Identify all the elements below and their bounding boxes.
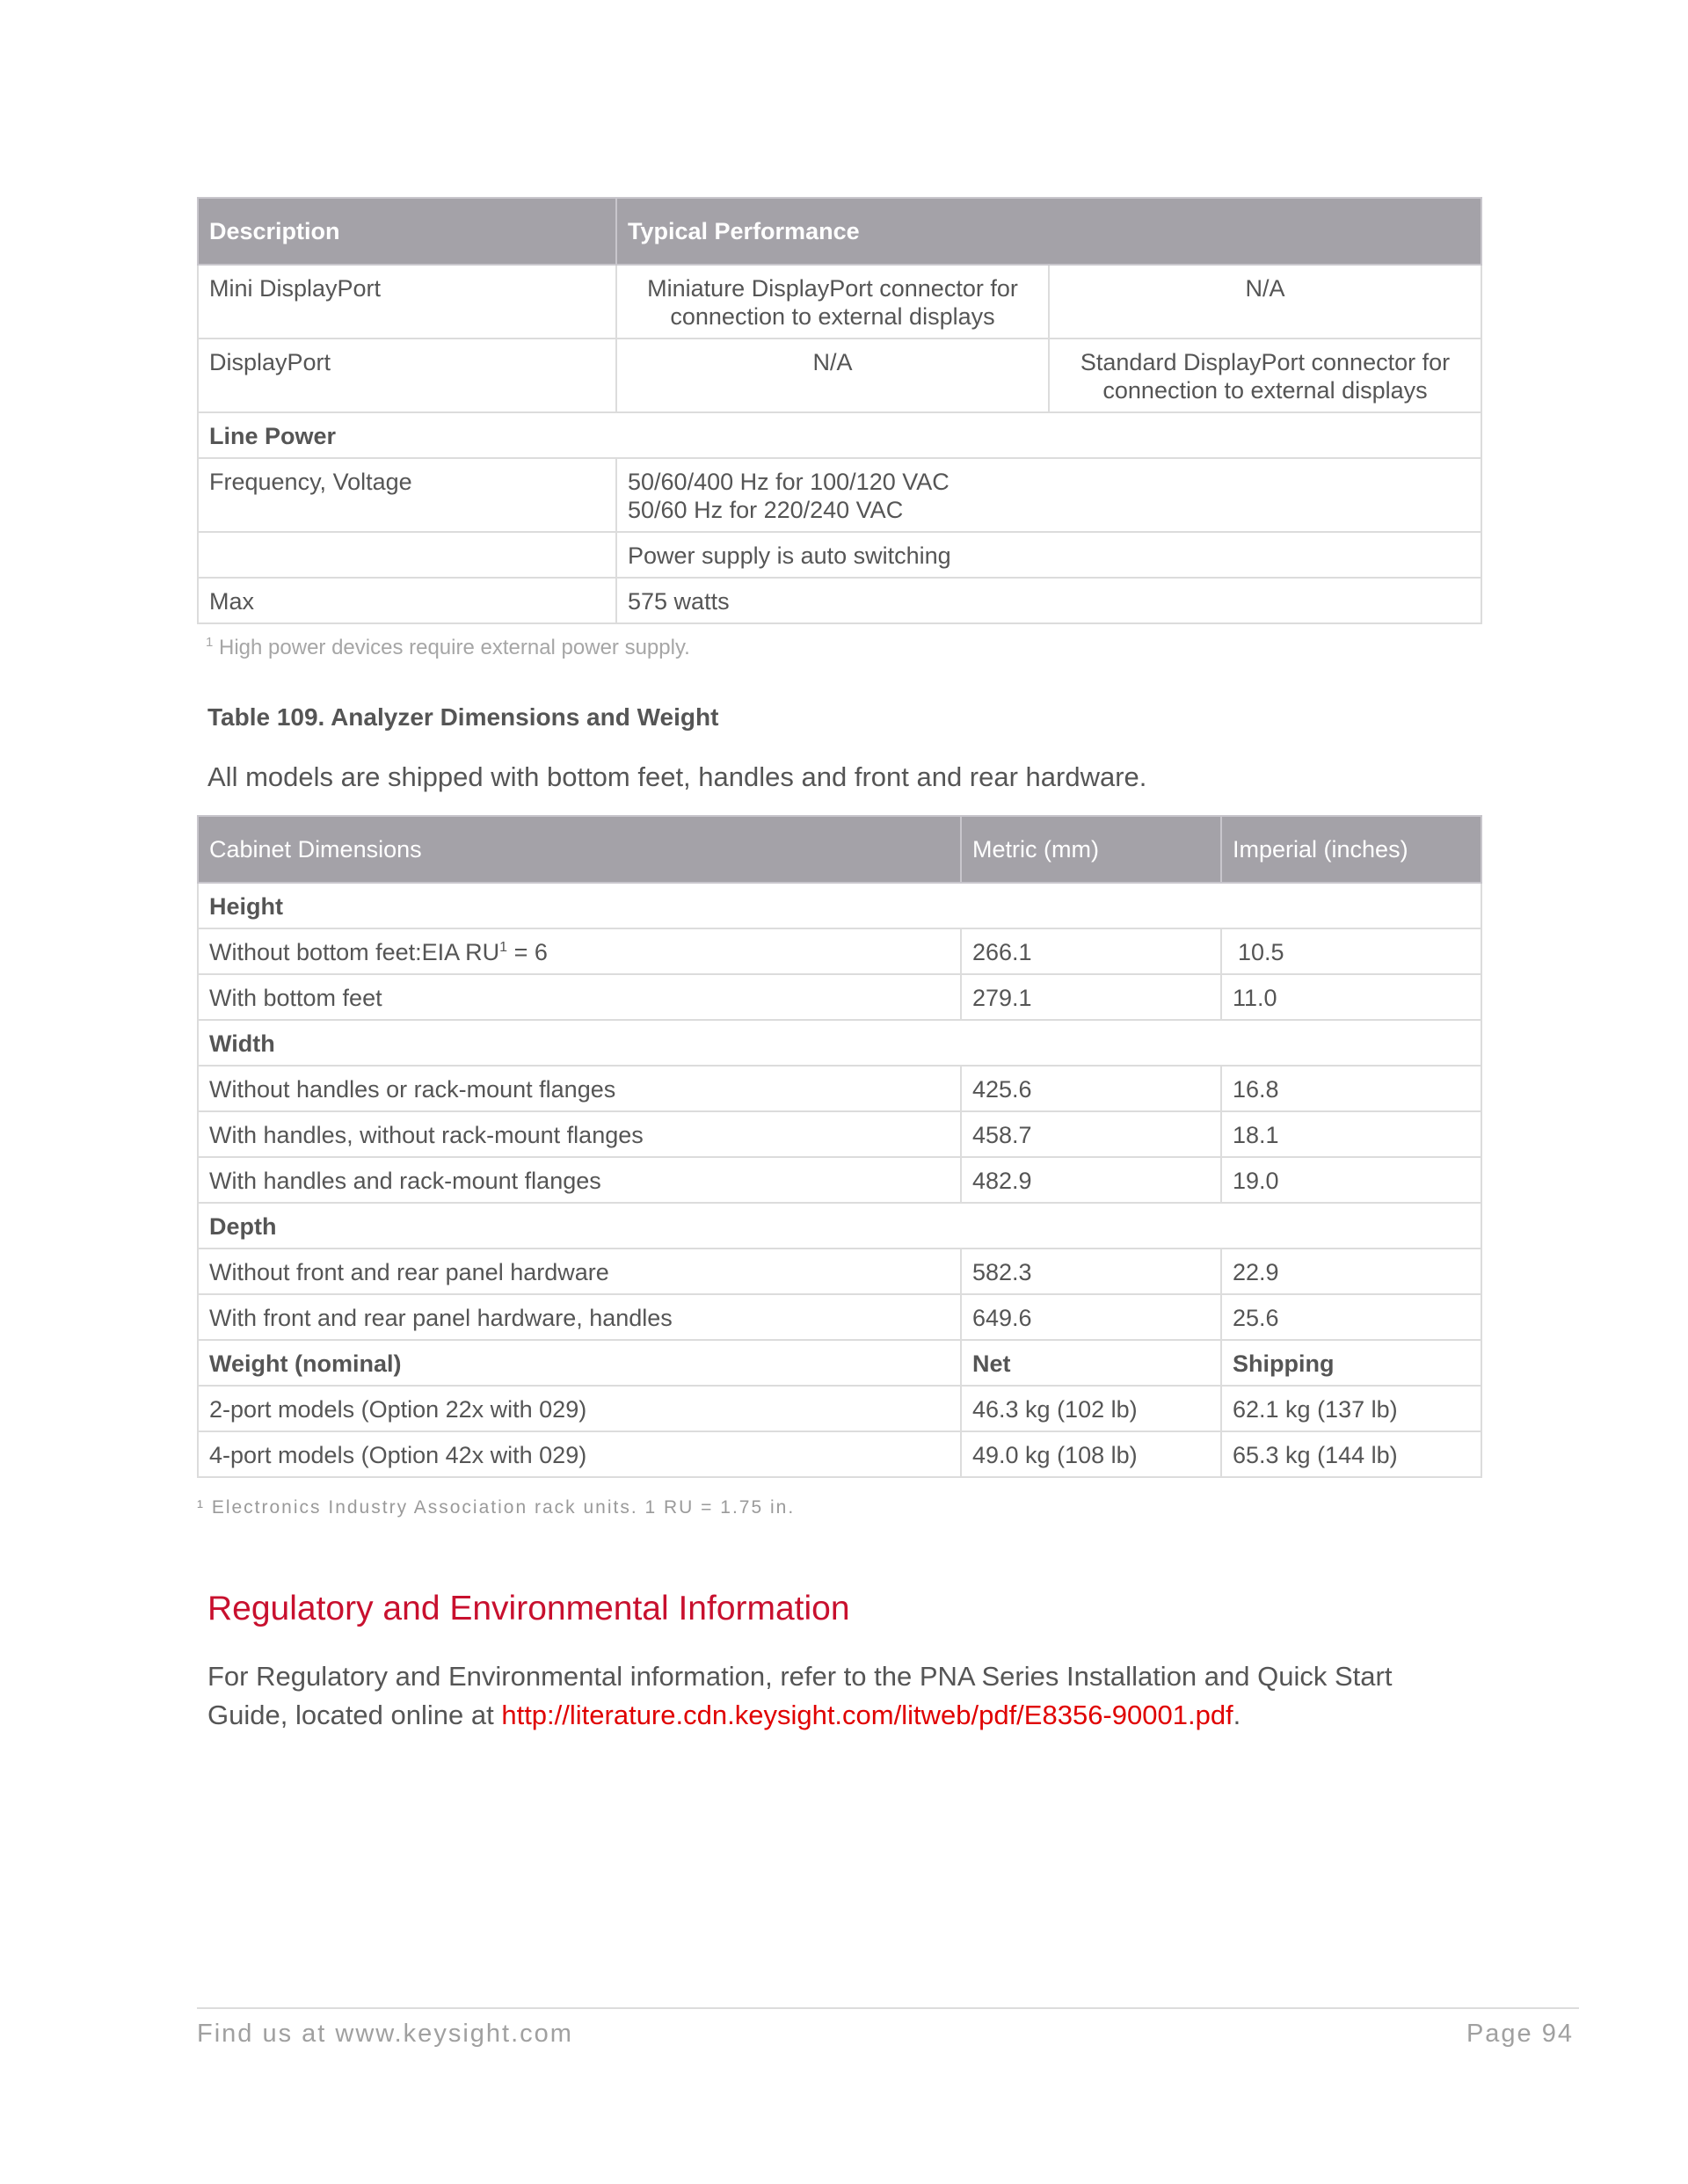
- line-power-table: [197, 197, 1482, 624]
- footer-website: Find us at www.keysight.com: [197, 2020, 573, 2048]
- row-label: Without front and rear panel hardware: [198, 1249, 961, 1294]
- table-row: [198, 974, 1481, 1020]
- row-label: 4-port models (Option 42x with 029): [198, 1431, 961, 1477]
- section-row: [198, 1340, 1481, 1386]
- imperial-value: 19.0: [1221, 1157, 1481, 1203]
- imperial-value: 11.0: [1221, 974, 1481, 1020]
- header-imperial: Imperial (inches): [1221, 816, 1481, 883]
- row-label: With front and rear panel hardware, handles: [198, 1294, 961, 1340]
- section-title: Width: [198, 1020, 1481, 1066]
- cell-value: Power supply is auto switching: [616, 532, 1481, 578]
- row-label: Frequency, Voltage: [198, 458, 616, 532]
- table-row: [198, 578, 1481, 623]
- section-title: Height: [198, 883, 1481, 928]
- cell-value: [616, 458, 1481, 532]
- header-metric: Metric (mm): [961, 816, 1221, 883]
- metric-value: 649.6: [961, 1294, 1221, 1340]
- row-label: Mini DisplayPort: [198, 265, 616, 339]
- header-typical-performance: Typical Performance: [616, 198, 1481, 265]
- table-intro: All models are shipped with bottom feet, handles and front and rear hardware.: [207, 761, 1147, 792]
- metric-value: 582.3: [961, 1249, 1221, 1294]
- table-row: [198, 265, 1481, 339]
- section-title: Weight (nominal): [198, 1340, 961, 1386]
- value-line: 50/60/400 Hz for 100/120 VAC: [628, 469, 950, 495]
- row-label: With bottom feet: [198, 974, 961, 1020]
- footnote-mark: 1: [499, 940, 508, 955]
- metric-value: 425.6: [961, 1066, 1221, 1111]
- row-label: [198, 928, 961, 974]
- shipping-header: Shipping: [1221, 1340, 1481, 1386]
- metric-value: 279.1: [961, 974, 1221, 1020]
- imperial-value: 25.6: [1221, 1294, 1481, 1340]
- section-heading: Regulatory and Environmental Information: [207, 1590, 850, 1627]
- section-row: [198, 1020, 1481, 1066]
- row-label: Without handles or rack-mount flanges: [198, 1066, 961, 1111]
- row-label: With handles and rack-mount flanges: [198, 1157, 961, 1203]
- footnote-mark: 1: [206, 635, 214, 650]
- dimensions-table: [197, 815, 1482, 1478]
- table-row: [198, 1386, 1481, 1431]
- table-row: [198, 1111, 1481, 1157]
- page-number: Page 94: [1466, 2020, 1574, 2048]
- net-header: Net: [961, 1340, 1221, 1386]
- imperial-value: 22.9: [1221, 1249, 1481, 1294]
- guide-link[interactable]: http://literature.cdn.keysight.com/litweb/pdf/E8356-90001.pdf: [501, 1700, 1233, 1730]
- section-title: Depth: [198, 1203, 1481, 1249]
- section-title: Line Power: [198, 412, 1481, 458]
- value-line: 50/60 Hz for 220/240 VAC: [628, 497, 904, 523]
- cell-value: N/A: [616, 339, 1049, 412]
- imperial-value: 10.5: [1221, 928, 1481, 974]
- label-suffix: = 6: [507, 939, 548, 965]
- table-row: [198, 458, 1481, 532]
- row-label: With handles, without rack-mount flanges: [198, 1111, 961, 1157]
- cell-value: Standard DisplayPort connector for connection to external displays: [1049, 339, 1481, 412]
- row-label: DisplayPort: [198, 339, 616, 412]
- table-row: [198, 532, 1481, 578]
- row-label: [198, 532, 616, 578]
- shipping-value: 65.3 kg (144 lb): [1221, 1431, 1481, 1477]
- row-label: Max: [198, 578, 616, 623]
- section-row: [198, 883, 1481, 928]
- metric-value: 266.1: [961, 928, 1221, 974]
- table-row: [198, 928, 1481, 974]
- table-row: [198, 1249, 1481, 1294]
- header-description: Description: [198, 198, 616, 265]
- section-row: [198, 1203, 1481, 1249]
- shipping-value: 62.1 kg (137 lb): [1221, 1386, 1481, 1431]
- cell-value: 575 watts: [616, 578, 1481, 623]
- paragraph-end: .: [1233, 1700, 1241, 1730]
- table-row: [198, 1294, 1481, 1340]
- table-row: [198, 1431, 1481, 1477]
- table-row: [198, 339, 1481, 412]
- cell-value: Miniature DisplayPort connector for connection to external displays: [616, 265, 1049, 339]
- cell-value: N/A: [1049, 265, 1481, 339]
- footnote-power: [206, 635, 690, 660]
- net-value: 49.0 kg (108 lb): [961, 1431, 1221, 1477]
- row-label: 2-port models (Option 22x with 029): [198, 1386, 961, 1431]
- net-value: 46.3 kg (102 lb): [961, 1386, 1221, 1431]
- metric-value: 482.9: [961, 1157, 1221, 1203]
- section-paragraph: [207, 1657, 1473, 1735]
- table-caption: Table 109. Analyzer Dimensions and Weight: [207, 703, 719, 731]
- footnote-text: High power devices require external power supply.: [219, 636, 690, 659]
- footnote-rack-units: ¹ Electronics Industry Association rack units. 1 RU = 1.75 in.: [197, 1497, 796, 1518]
- imperial-value: 18.1: [1221, 1111, 1481, 1157]
- table-row: [198, 1157, 1481, 1203]
- table-row: [198, 1066, 1481, 1111]
- section-row: [198, 412, 1481, 458]
- footer-divider: [197, 2007, 1579, 2009]
- imperial-value: 16.8: [1221, 1066, 1481, 1111]
- header-cabinet-dimensions: Cabinet Dimensions: [198, 816, 961, 883]
- metric-value: 458.7: [961, 1111, 1221, 1157]
- label-text: Without bottom feet:EIA RU: [209, 939, 500, 965]
- paragraph-text: For Regulatory and Environmental information, refer to the PNA Series Installation and Quick Start Guide, located online at: [207, 1661, 1393, 1730]
